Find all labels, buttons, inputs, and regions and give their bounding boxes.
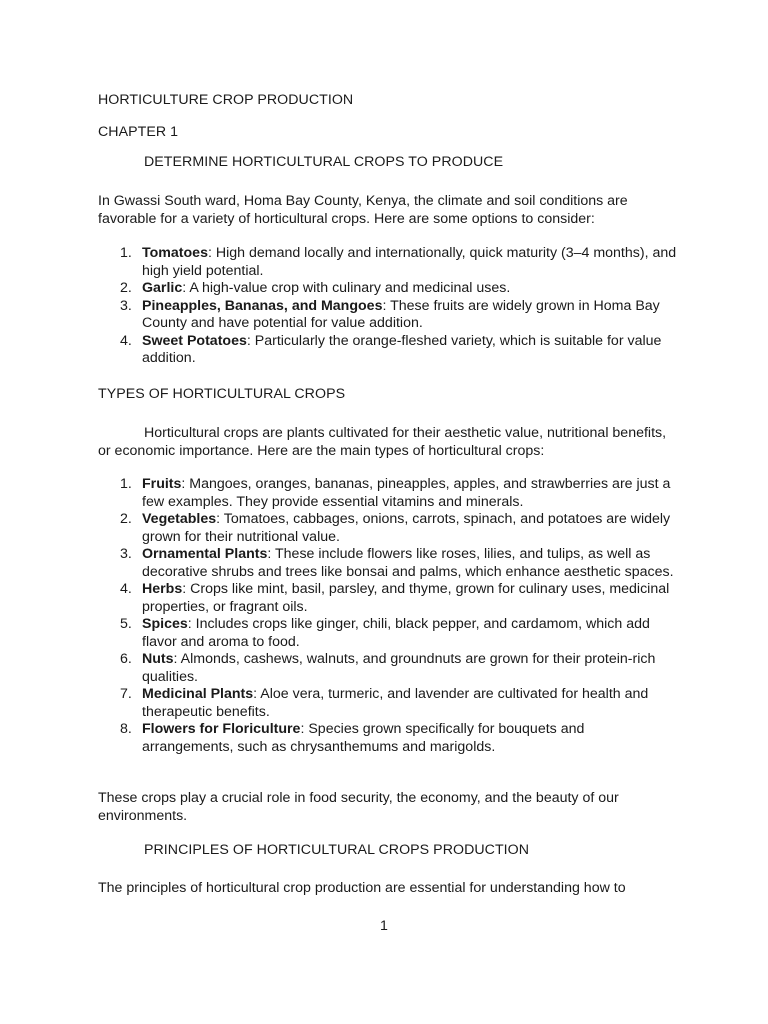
list-item-text: : These include flowers like roses, lilies, and tulips, as well as decorative shrubs and trees like bonsai and palms, which enhance aesthetic spaces.	[142, 546, 674, 580]
list-item-term: Flowers for Floriculture	[142, 721, 301, 737]
list-item	[98, 245, 678, 280]
list-item-number: 8.	[120, 721, 132, 737]
list-item-text: : Crops like mint, basil, parsley, and thyme, grown for culinary uses, medicinal properties, or fragrant oils.	[142, 581, 670, 615]
list-item-number: 2.	[120, 280, 132, 296]
list-item	[98, 616, 678, 651]
section2-closing-paragraph: These crops play a crucial role in food security, the economy, and the beauty of our environments.	[98, 790, 619, 824]
list-item	[98, 546, 678, 581]
list-item-text: : Almonds, cashews, walnuts, and groundnuts are grown for their protein-rich qualities.	[142, 651, 656, 685]
list-item-term: Nuts	[142, 651, 174, 667]
list-item-term: Spices	[142, 616, 188, 632]
list-item-text: : Tomatoes, cabbages, onions, carrots, spinach, and potatoes are widely grown for their nutritional value.	[142, 511, 671, 545]
list-item	[98, 298, 678, 333]
list-item	[98, 333, 678, 368]
list-item	[98, 476, 678, 511]
list-item-number: 4.	[120, 332, 132, 349]
list-item-text: : Species grown specifically for bouquets and arrangements, such as chrysanthemums and marigolds.	[142, 721, 585, 755]
list-item	[98, 651, 678, 686]
list-item	[98, 511, 678, 546]
list-item-number: 1.	[120, 476, 132, 492]
list-item-term: Tomatoes	[142, 245, 208, 261]
list-item-term: Vegetables	[142, 511, 217, 527]
list-item	[98, 280, 678, 298]
list-item-term: Fruits	[142, 476, 182, 492]
section1-intro-paragraph: In Gwassi South ward, Homa Bay County, Kenya, the climate and soil conditions are favorable for a variety of horticultural crops. Here are some options to consider:	[98, 193, 628, 227]
list-item-term: Medicinal Plants	[142, 686, 254, 702]
list-item-term: Pineapples, Bananas, and Mangoes	[142, 297, 383, 314]
list-item-number: 1.	[120, 245, 132, 261]
list-item-number: 4.	[120, 581, 132, 597]
section2-intro-paragraph: Horticultural crops are plants cultivated for their aesthetic value, nutritional benefits, or economic importance. Here are the main types of horticultural crops:	[98, 425, 667, 459]
list-item	[98, 721, 678, 756]
list-item-text: : A high-value crop with culinary and medicinal uses.	[182, 280, 511, 296]
list-item-text: : Mangoes, oranges, bananas, pineapples, apples, and strawberries are just a few examples. They provide essential vitamins and minerals.	[142, 476, 671, 510]
list-item-text: : High demand locally and internationally, quick maturity (3–4 months), and high yield potential.	[142, 245, 677, 279]
list-item	[98, 686, 678, 721]
list-item-number: 2.	[120, 511, 132, 527]
list-item-number: 6.	[120, 651, 132, 667]
list-item-number: 3.	[120, 297, 132, 314]
list-item-number: 5.	[120, 616, 132, 632]
crop-types-list	[98, 476, 678, 756]
section3-intro-paragraph: The principles of horticultural crop production are essential for understanding how to	[98, 880, 626, 896]
section-heading-determine-crops: DETERMINE HORTICULTURAL CROPS TO PRODUCE	[144, 154, 504, 170]
list-item	[98, 581, 678, 616]
list-item-text: : Includes crops like ginger, chili, black pepper, and cardamom, which add flavor and aroma to food.	[142, 616, 650, 650]
list-item-number: 3.	[120, 546, 132, 562]
list-item-term: Sweet Potatoes	[142, 332, 247, 349]
section-heading-types: TYPES OF HORTICULTURAL CROPS	[98, 386, 346, 402]
document-title: HORTICULTURE CROP PRODUCTION	[98, 92, 354, 108]
page-number: 1	[380, 918, 388, 934]
section-heading-principles: PRINCIPLES OF HORTICULTURAL CROPS PRODUCTION	[144, 842, 530, 858]
crop-options-list	[98, 245, 678, 368]
list-item-text: : These fruits are widely grown in Homa Bay County and have potential for value addition.	[142, 297, 660, 331]
list-item-text: : Aloe vera, turmeric, and lavender are cultivated for health and therapeutic benefits.	[142, 686, 649, 720]
list-item-number: 7.	[120, 686, 132, 702]
list-item-term: Ornamental Plants	[142, 546, 268, 562]
list-item-term: Garlic	[142, 280, 183, 296]
chapter-label: CHAPTER 1	[98, 124, 179, 140]
list-item-text: : Particularly the orange-fleshed variety, which is suitable for value addition.	[142, 332, 662, 366]
list-item-term: Herbs	[142, 581, 183, 597]
